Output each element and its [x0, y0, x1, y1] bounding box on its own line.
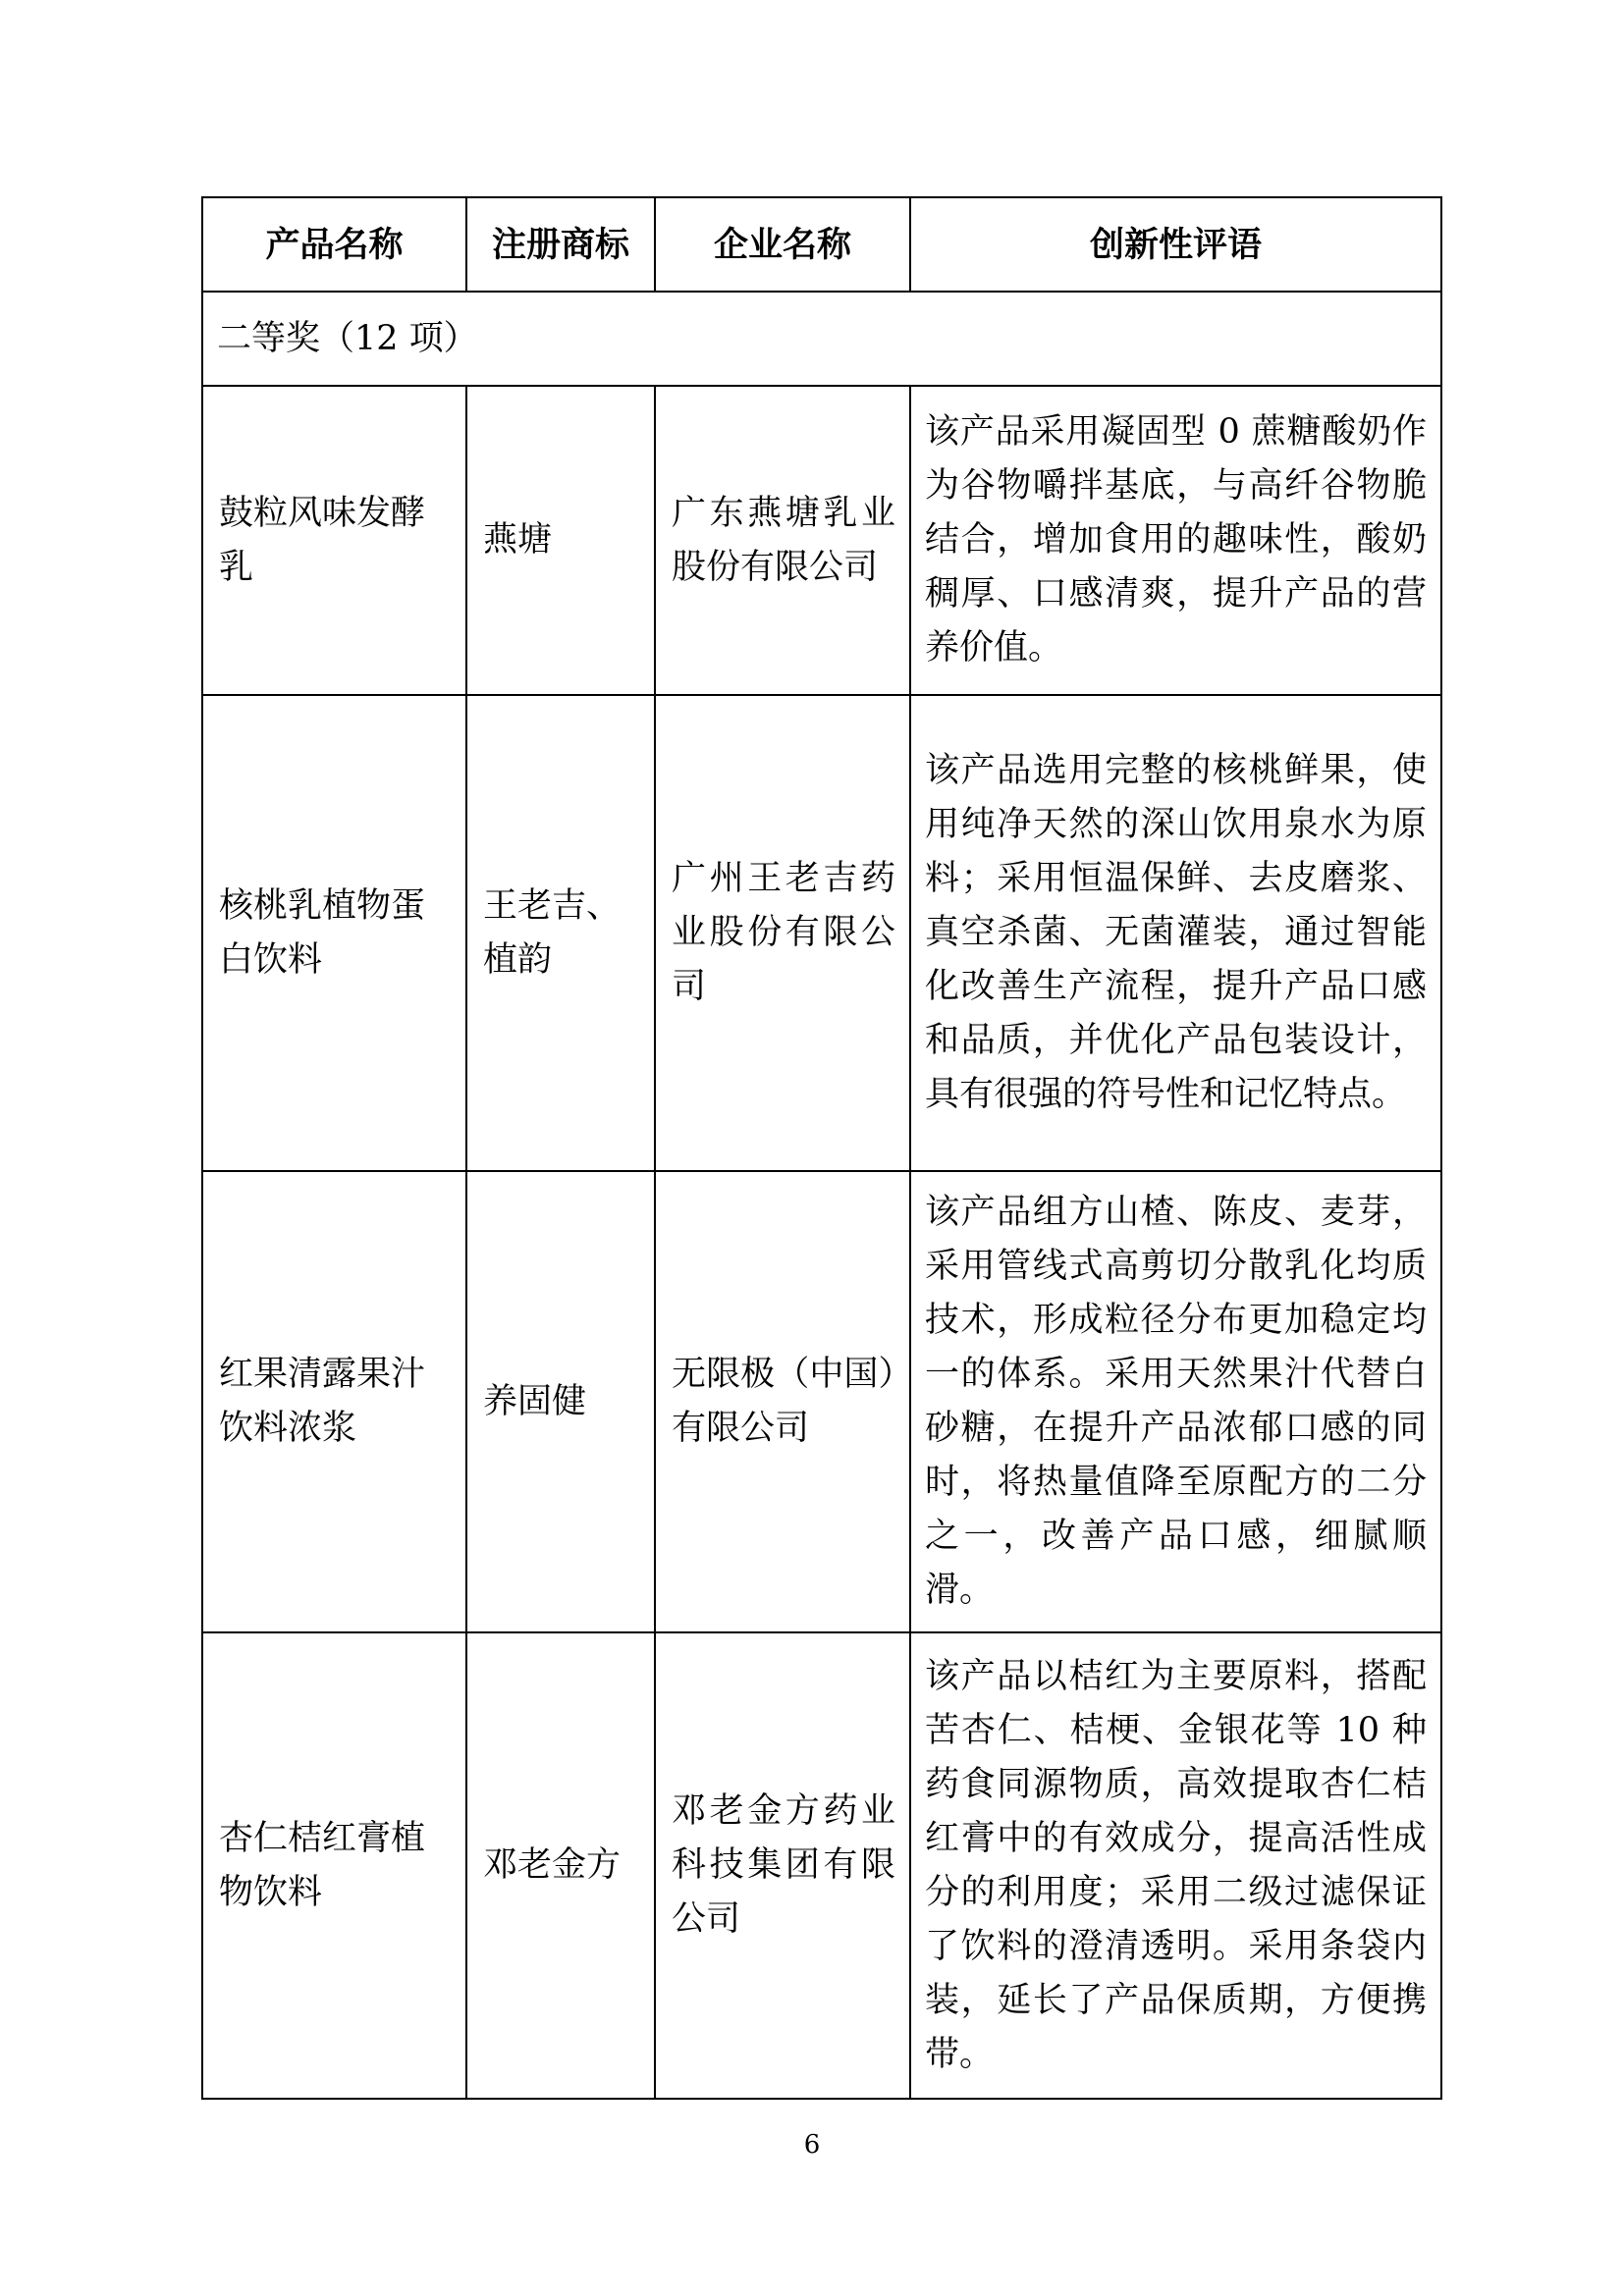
- company-name: 广州王老吉药业股份有限公司: [655, 695, 910, 1171]
- section-row: [202, 292, 1441, 386]
- company-name: 无限极（中国）有限公司: [655, 1171, 910, 1632]
- header-innovation-comment: 创新性评语: [910, 197, 1441, 292]
- trademark: 王老吉、植韵: [466, 695, 655, 1171]
- innovation-comment: 该产品采用凝固型 0 蔗糖酸奶作为谷物嚼拌基底，与高纤谷物脆结合，增加食用的趣味性，酸奶稠厚、口感清爽，提升产品的营养价值。: [910, 386, 1441, 695]
- table-header-row: [202, 197, 1441, 292]
- product-name: 红果清露果汁饮料浓浆: [202, 1171, 466, 1632]
- table-row: [202, 695, 1441, 1171]
- trademark: 养固健: [466, 1171, 655, 1632]
- section-title: 二等奖（12 项）: [202, 292, 1441, 386]
- trademark: 邓老金方: [466, 1632, 655, 2099]
- trademark: 燕塘: [466, 386, 655, 695]
- company-name: 广东燕塘乳业股份有限公司: [655, 386, 910, 695]
- header-company-name: 企业名称: [655, 197, 910, 292]
- header-product-name: 产品名称: [202, 197, 466, 292]
- company-name: 邓老金方药业科技集团有限公司: [655, 1632, 910, 2099]
- table-row: [202, 386, 1441, 695]
- innovation-comment: 该产品以桔红为主要原料，搭配苦杏仁、桔梗、金银花等 10 种药食同源物质，高效提取杏仁桔红膏中的有效成分，提高活性成分的利用度；采用二级过滤保证了饮料的澄清透明。采用条袋内装，延长了产品保质期，方便携带。: [910, 1632, 1441, 2099]
- page-number: 6: [803, 2130, 821, 2160]
- table-row: [202, 1171, 1441, 1632]
- product-name: 核桃乳植物蛋白饮料: [202, 695, 466, 1171]
- product-name: 鼓粒风味发酵乳: [202, 386, 466, 695]
- header-trademark: 注册商标: [466, 197, 655, 292]
- table-row: [202, 1632, 1441, 2099]
- innovation-comment: 该产品选用完整的核桃鲜果，使用纯净天然的深山饮用泉水为原料；采用恒温保鲜、去皮磨浆、真空杀菌、无菌灌装，通过智能化改善生产流程，提升产品口感和品质，并优化产品包装设计，具有很强的符号性和记忆特点。: [910, 695, 1441, 1171]
- award-table: [201, 196, 1442, 2100]
- product-name: 杏仁桔红膏植物饮料: [202, 1632, 466, 2099]
- innovation-comment: 该产品组方山楂、陈皮、麦芽，采用管线式高剪切分散乳化均质技术，形成粒径分布更加稳定均一的体系。采用天然果汁代替白砂糖，在提升产品浓郁口感的同时，将热量值降至原配方的二分之一，改善产品口感，细腻顺滑。: [910, 1171, 1441, 1632]
